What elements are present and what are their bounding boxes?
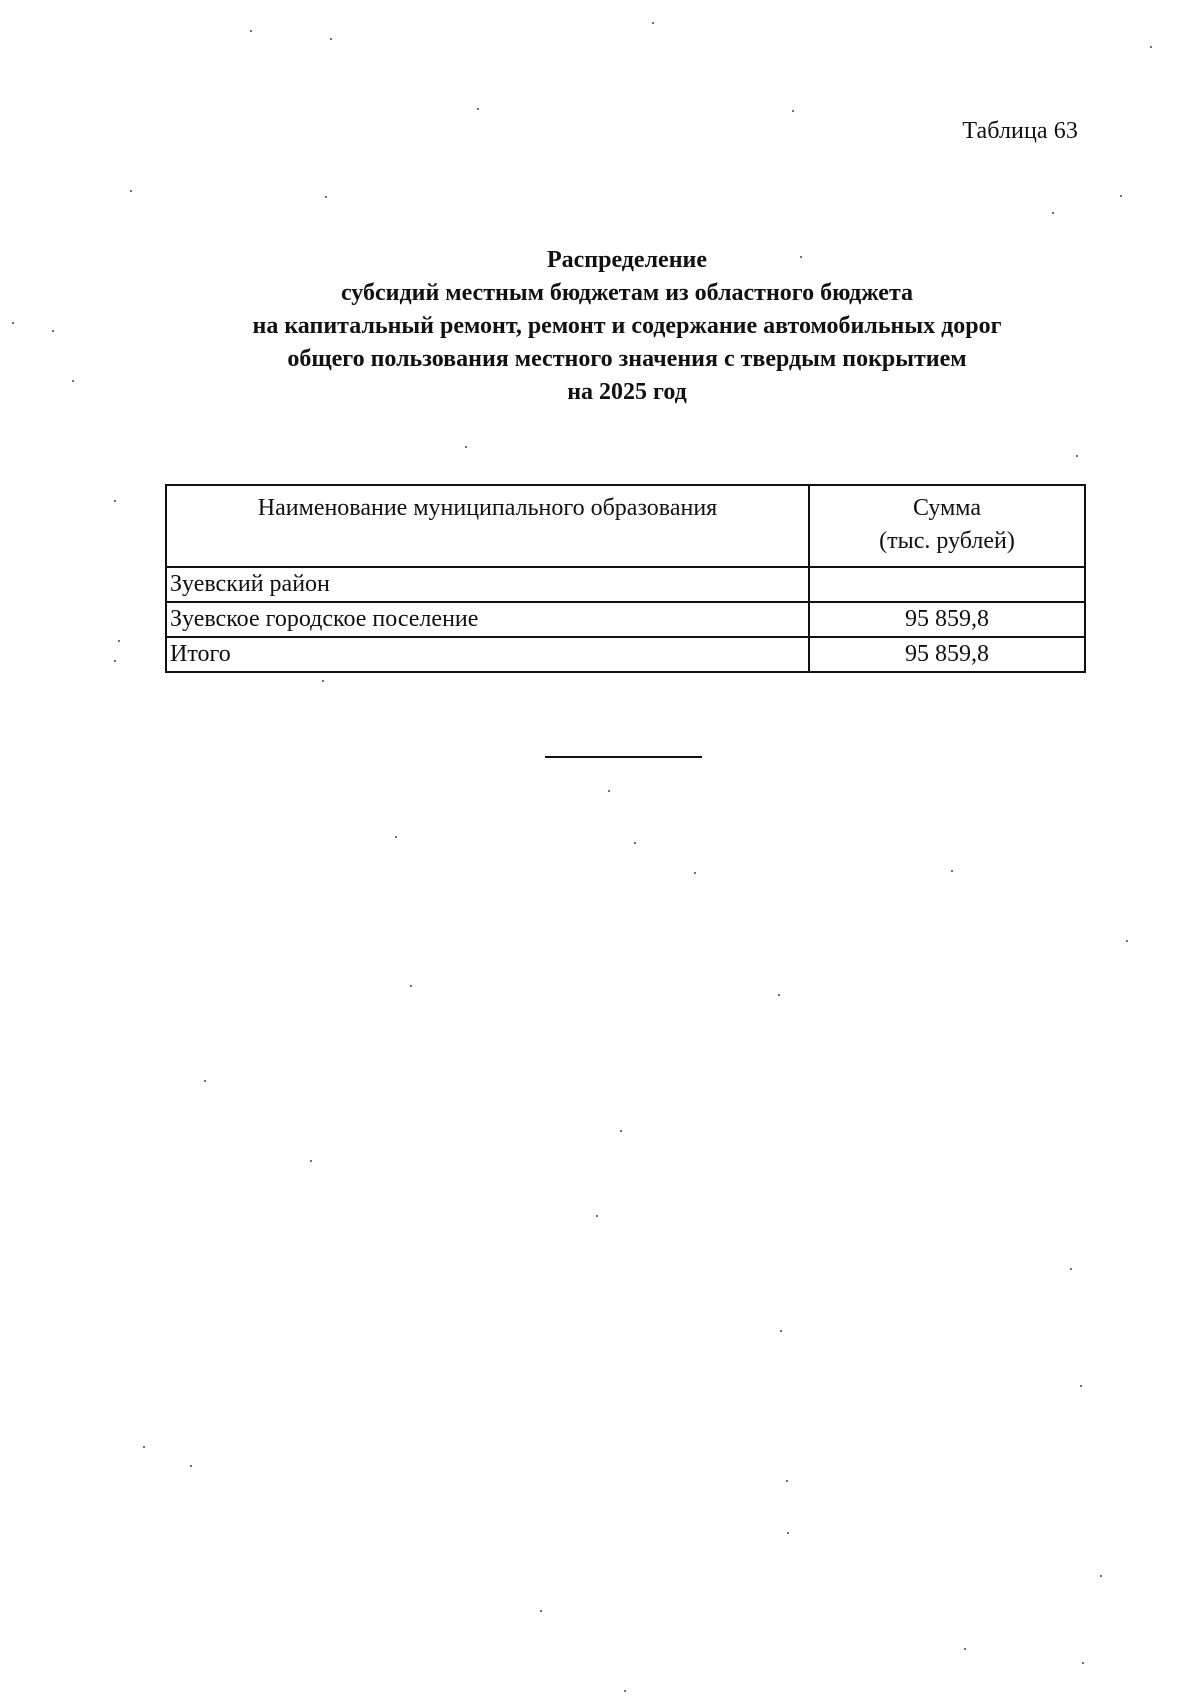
header-sum-title: Сумма bbox=[913, 495, 981, 521]
scan-speck bbox=[951, 870, 953, 872]
scan-speck bbox=[477, 108, 479, 110]
heading-line: Распределение bbox=[546, 247, 708, 273]
header-sum-unit: (тыс. рублей) bbox=[879, 528, 1015, 554]
heading-line: на капитальный ремонт, ремонт и содержание автомобильных дорог bbox=[252, 313, 1002, 339]
table-row-total bbox=[166, 637, 1085, 672]
scan-speck bbox=[634, 842, 636, 844]
scan-speck bbox=[787, 1532, 789, 1534]
municipality-cell: Зуевский район bbox=[166, 567, 809, 602]
scan-speck bbox=[624, 1690, 626, 1692]
total-label-cell: Итого bbox=[166, 637, 809, 672]
scan-speck bbox=[1080, 1385, 1082, 1387]
table-row bbox=[166, 567, 1085, 602]
table-number: Таблица 63 bbox=[962, 118, 1078, 144]
scan-speck bbox=[620, 1130, 622, 1132]
scan-speck bbox=[780, 1330, 782, 1332]
scan-speck bbox=[114, 500, 116, 502]
municipality-cell: Зуевское городское поселение bbox=[166, 602, 809, 637]
scan-speck bbox=[1120, 195, 1122, 197]
scan-speck bbox=[410, 985, 412, 987]
scan-speck bbox=[330, 38, 332, 40]
scan-speck bbox=[540, 1610, 542, 1612]
heading-line: субсидий местным бюджетам из областного бюджета bbox=[340, 280, 914, 306]
scan-speck bbox=[778, 994, 780, 996]
scan-speck bbox=[310, 1160, 312, 1162]
scan-speck bbox=[694, 872, 696, 874]
scan-speck bbox=[143, 1446, 145, 1448]
scan-speck bbox=[1100, 1575, 1102, 1577]
distribution-table-wrapper bbox=[165, 484, 1086, 673]
table-header-row bbox=[166, 485, 1085, 567]
scan-speck bbox=[800, 256, 802, 258]
scan-speck bbox=[596, 1215, 598, 1217]
scan-speck bbox=[114, 660, 116, 662]
scan-speck bbox=[792, 110, 794, 112]
scan-speck bbox=[1126, 940, 1128, 942]
scan-speck bbox=[1150, 46, 1152, 48]
scan-speck bbox=[652, 22, 654, 24]
scan-speck bbox=[190, 1465, 192, 1467]
scan-speck bbox=[325, 196, 327, 198]
header-municipality: Наименование муниципального образования bbox=[166, 485, 809, 567]
sum-cell: 95 859,8 bbox=[809, 602, 1085, 637]
scan-speck bbox=[1076, 455, 1078, 457]
scan-speck bbox=[964, 1648, 966, 1650]
header-sum bbox=[809, 485, 1085, 567]
scan-speck bbox=[465, 446, 467, 448]
scan-speck bbox=[1082, 1662, 1084, 1664]
scan-speck bbox=[322, 680, 324, 682]
scan-speck bbox=[118, 640, 120, 642]
table-row bbox=[166, 602, 1085, 637]
scan-speck bbox=[130, 190, 132, 192]
scan-speck bbox=[1070, 1268, 1072, 1270]
distribution-table bbox=[165, 484, 1086, 673]
scan-speck bbox=[395, 836, 397, 838]
scan-speck bbox=[12, 322, 14, 324]
scan-speck bbox=[52, 330, 54, 332]
total-sum-cell: 95 859,8 bbox=[809, 637, 1085, 672]
document-heading bbox=[0, 244, 1200, 409]
scan-speck bbox=[786, 1480, 788, 1482]
scan-speck bbox=[204, 1080, 206, 1082]
end-of-table-rule bbox=[545, 756, 702, 758]
heading-line: общего пользования местного значения с твердым покрытием bbox=[287, 346, 967, 372]
sum-cell bbox=[809, 567, 1085, 602]
heading-line: на 2025 год bbox=[567, 379, 687, 405]
scan-speck bbox=[72, 380, 74, 382]
scan-speck bbox=[608, 790, 610, 792]
scan-speck bbox=[1052, 212, 1054, 214]
scan-speck bbox=[250, 30, 252, 32]
